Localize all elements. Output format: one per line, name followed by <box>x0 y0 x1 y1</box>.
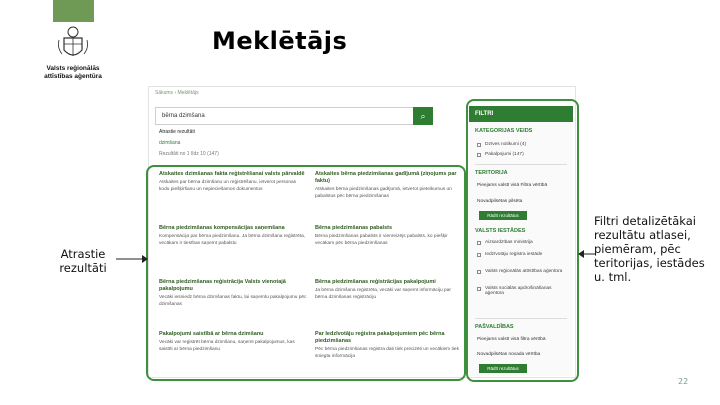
result-title[interactable]: Atskaites bērna piedzimšanas gadījumā (ziņojums par faktu) <box>315 171 457 184</box>
institution-option[interactable]: Valsts reģionālās attīstības aģentūra <box>485 269 563 274</box>
result-desc: Kompensācija par bērna piedzimšanu. Ja bērna dzimšana reģistrēta, vecākam ir tiesības saņemt pabalstu <box>159 234 306 246</box>
agency-logo <box>40 26 106 81</box>
result-title[interactable]: Bērna piedzimšanas reģistrācijas pakalpojumi <box>315 279 436 285</box>
result-title[interactable]: Atskaites dzimšanas fakta reģistrēšanai valsts pārvaldē <box>159 171 305 177</box>
territory-title: TERITORIJA <box>475 170 508 176</box>
search-input[interactable] <box>155 107 433 125</box>
results-caption: Atrastie rezultāti <box>59 247 107 275</box>
accent-block <box>53 0 94 22</box>
filters-highlight-frame <box>466 99 579 382</box>
category-option[interactable]: Dzīves notikumi (4) <box>485 142 527 147</box>
results-heading: Atrastie rezultāti <box>159 129 195 135</box>
filters-caption: Filtri detalizētākai rezultātu atlasei, piemēram, pēc teritorijas, iestādes u. tml. <box>594 214 705 284</box>
result-desc: Bērna piedzimšanas pabalsts ir vienreizējs pabalsts, ko piešķir vecākam pēc bērna piedzimšanas <box>315 234 448 246</box>
category-title: KATEGORIJAS VEIDS <box>475 128 533 134</box>
result-desc: Vecāki iesniedz bērna dzimšanas faktu, lai saņemtu pakalpojumu pēc dzimšanas <box>159 295 307 307</box>
institution-option[interactable]: Aizsardzības ministrija <box>485 240 533 245</box>
result-desc: Atskaites par bērna dzimšanu un reģistrēšanu, ietverot personas kodu piešķiršanu un nepieciešamos dokumentus <box>159 180 297 192</box>
coat-of-arms-icon <box>56 26 90 62</box>
institution-option[interactable]: Valsts sociālās apdrošināšanas aģentūra <box>485 286 552 296</box>
agency-name: Valsts reģionālās attīstības aģentūra <box>44 65 102 80</box>
municipalities-title: PAŠVALDĪBAS <box>475 324 514 330</box>
arrow-right-icon <box>116 253 148 265</box>
result-desc: Atskaites bērna piedzimšanas gadījumā, ietverot pieteikumus un pabalstus pēc bērna piedzimšanas <box>315 187 452 199</box>
result-title[interactable]: Bērna piedzimšanas pabalsts <box>315 225 393 231</box>
territory-link[interactable]: Novadpilsētas pilsēta <box>477 199 523 204</box>
apply-filters-button[interactable]: Rādīt rezultātus <box>479 211 527 220</box>
result-title[interactable]: Par Iedzīvotāju reģistra pakalpojumiem pēc bērna piedzimšanas <box>315 331 445 344</box>
results-highlight-frame <box>146 165 466 381</box>
result-desc: Ja bērna dzimšana reģistrēta, vecāki var saņemt informāciju par bērna dzimšanas reģistrāciju <box>315 288 451 300</box>
institutions-title: VALSTS IESTĀDES <box>475 228 526 234</box>
municipality-link[interactable]: Novadpilsētas novada vērtība <box>477 352 541 357</box>
result-title[interactable]: Bērna piedzimšanas reģistrācija Valsts vienotajā pakalpojumu <box>159 279 286 292</box>
territory-link[interactable]: Pieejams valstī visā Filtra vērtībā <box>477 183 548 188</box>
search-icon: ⌕ <box>420 111 426 121</box>
apply-filters-button-2[interactable]: Rādīt rezultātus <box>479 364 527 373</box>
category-option[interactable]: Pakalpojumi (147) <box>485 152 524 157</box>
breadcrumb[interactable]: Sākums › Meklētājs <box>155 90 199 96</box>
municipality-link[interactable]: Pieejams valstī visā filtra vērtībā <box>477 337 546 342</box>
search-value: bērna dzimšana <box>162 113 205 119</box>
page-number: 22 <box>678 377 689 386</box>
result-desc: Vecāki var reģistrēt bērna dzimšanu, saņemt pakalpojumus, kas saistīti ar bērna piedzimšanu <box>159 340 295 352</box>
filters-header: FILTRI <box>469 106 573 122</box>
search-button[interactable] <box>413 107 433 125</box>
institution-option[interactable]: Iedzīvotāju reģistra iestāde <box>485 252 543 257</box>
results-count: Rezultāti no 1 līdz 10 (147) <box>159 151 219 157</box>
result-title[interactable]: Bērna piedzimšanas kompensācijas saņemšana <box>159 225 285 231</box>
result-desc: Pēc bērna piedzimšanas reģistra dati tiek precizēti un vecākiem tiek sniegta informācija <box>315 347 459 359</box>
page-title: Meklētājs <box>212 27 348 55</box>
results-query: dzimšana <box>159 140 181 146</box>
result-title[interactable]: Pakalpojumi saistībā ar bērna dzimšanu <box>159 331 264 337</box>
